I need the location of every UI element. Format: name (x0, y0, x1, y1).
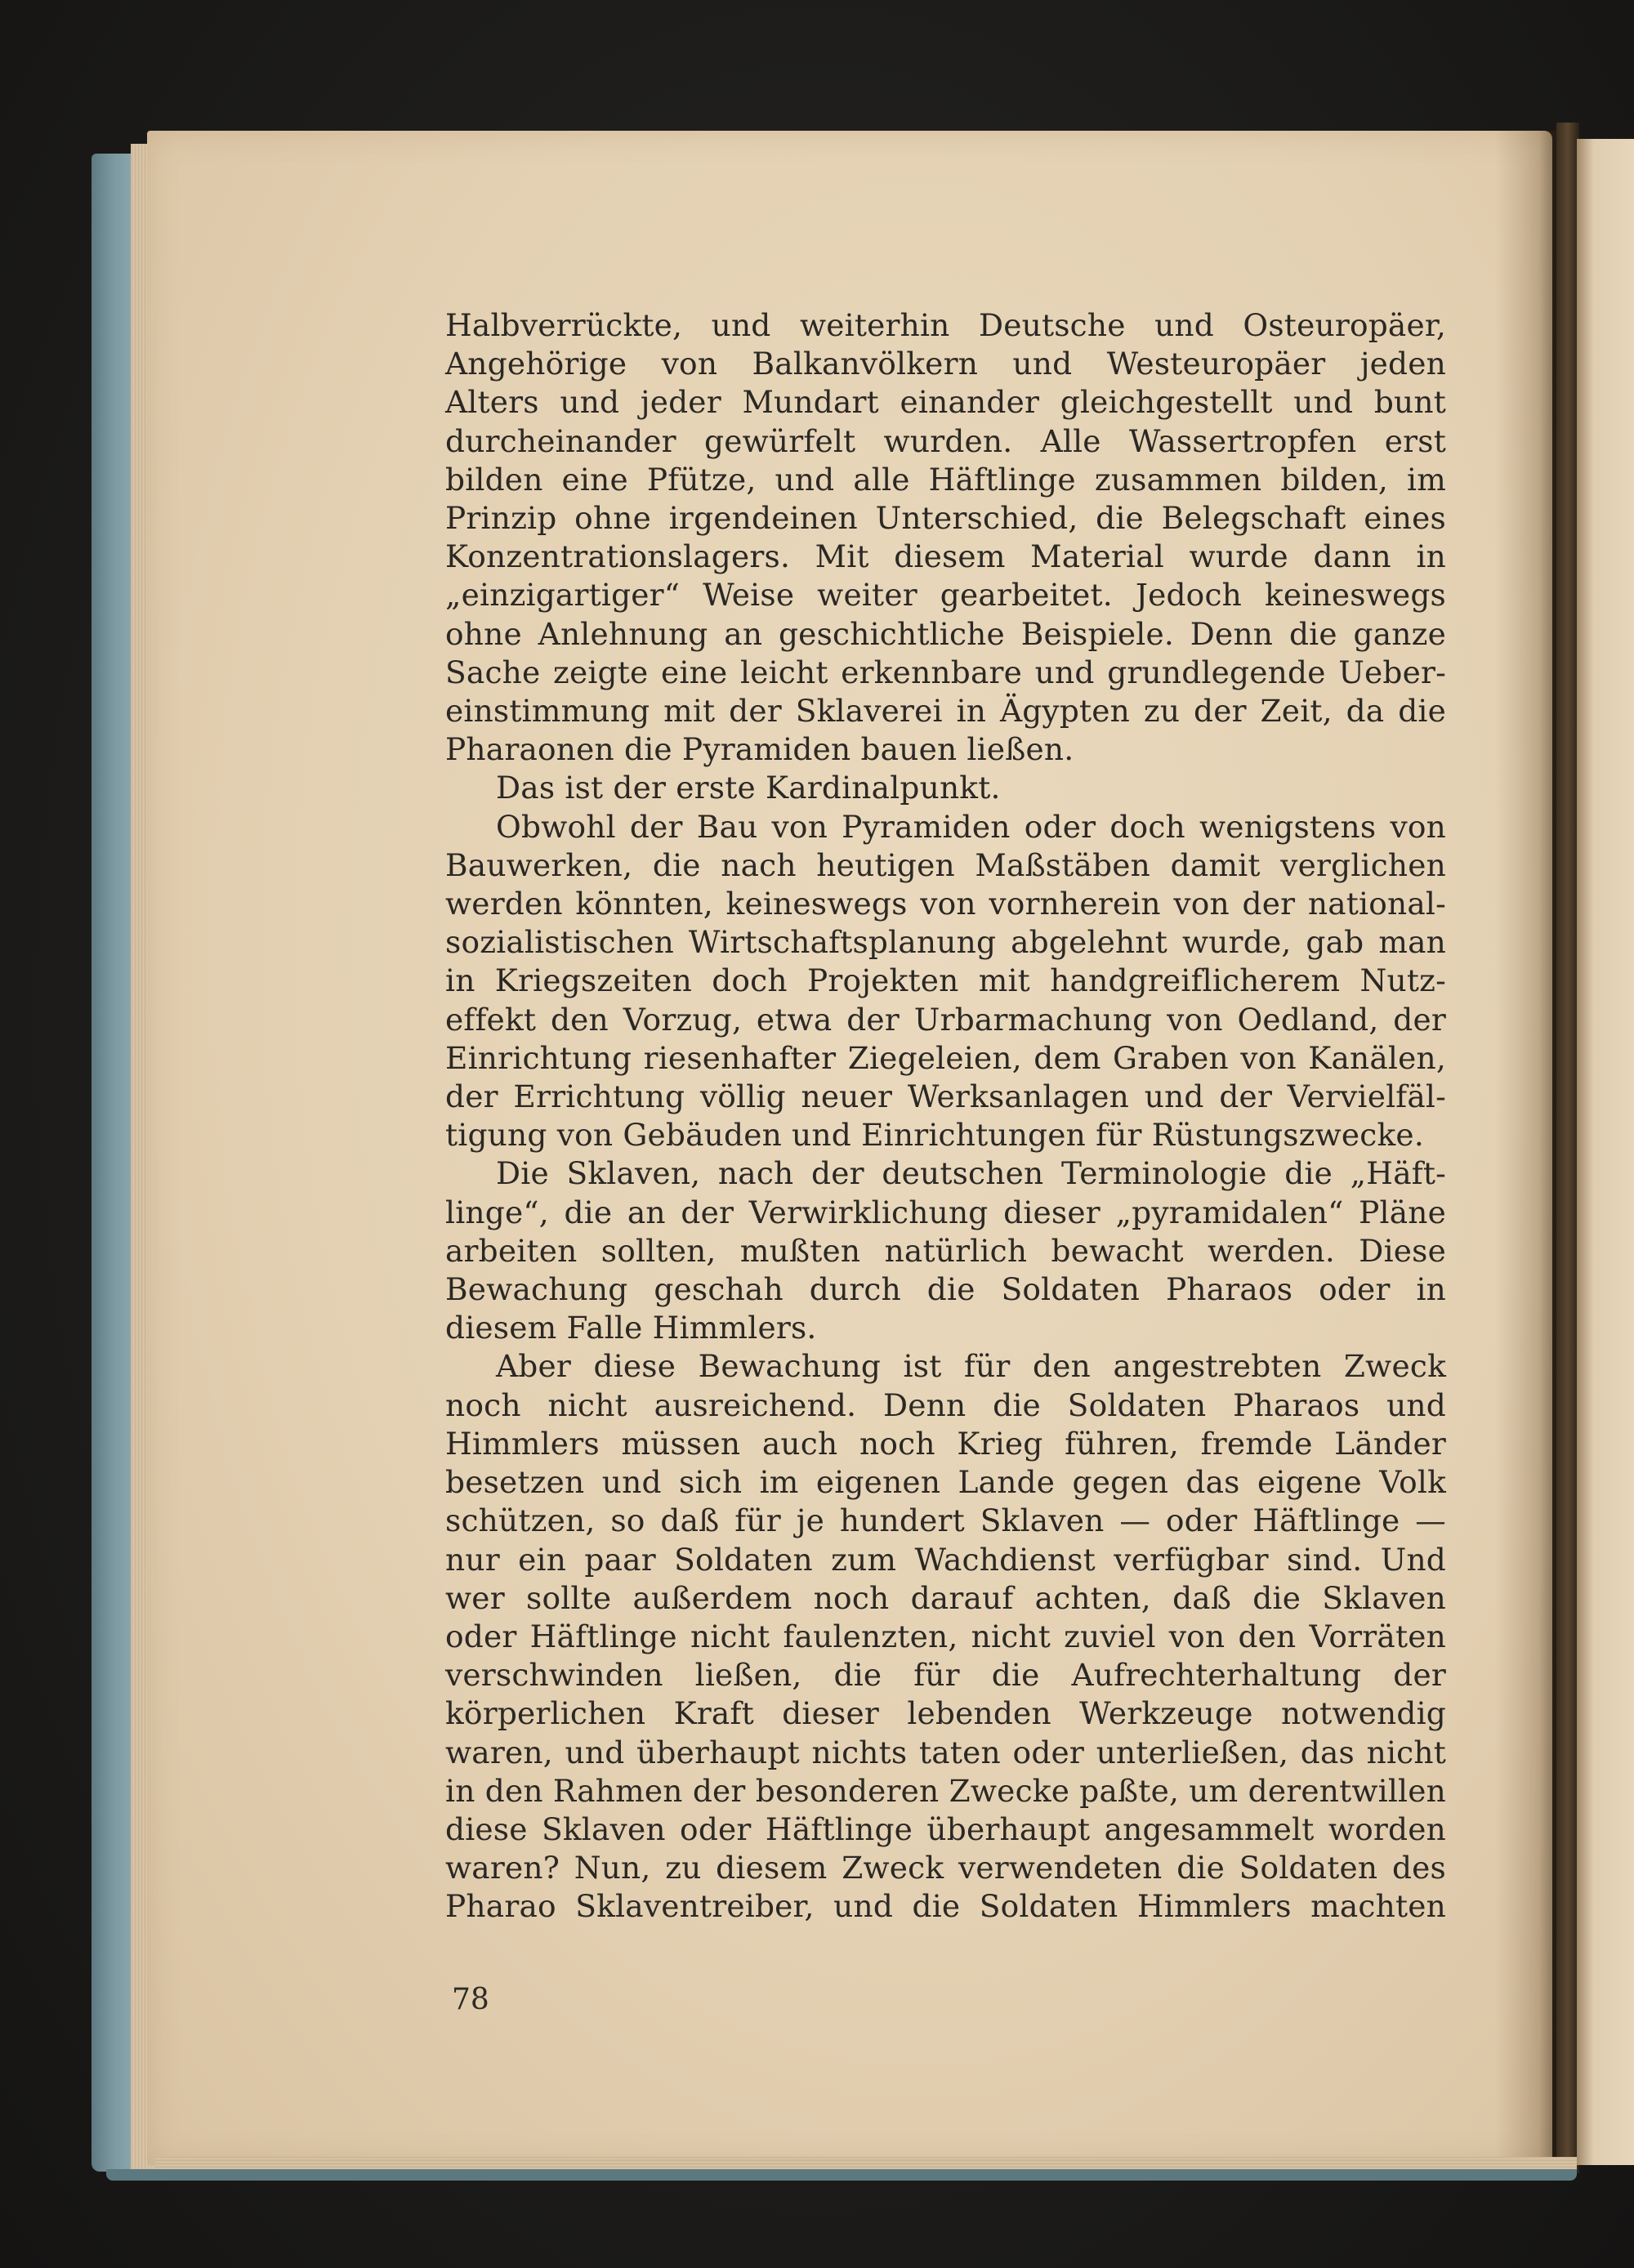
text-line: tigung von Gebäuden und Einrichtungen für Rüstungszwecke. (445, 1117, 1424, 1154)
text-line: Pharaonen die Pyramiden bauen ließen. (445, 731, 1074, 768)
text-line: Aber diese Bewachung ist für den angestrebten Zweck (496, 1348, 1446, 1385)
text-line: linge“, die an der Verwirklichung dieser „pyramidalen“ Pläne (445, 1194, 1446, 1230)
text-line: waren? Nun, zu diesem Zweck verwendeten die Soldaten des (445, 1850, 1446, 1886)
text-line: noch nicht ausreichend. Denn die Soldaten Pharaos und (445, 1386, 1446, 1423)
text-line: der Errichtung völlig neuer Werksanlagen und der Vervielfäl- (445, 1078, 1446, 1115)
text-line: Halbverrückte, und weiterhin Deutsche und Osteuropäer, (445, 307, 1446, 343)
text-line: Die Sklaven, nach der deutschen Terminologie die „Häft- (496, 1155, 1446, 1192)
paragraph (445, 306, 1446, 769)
text-line: Himmlers müssen auch noch Krieg führen, fremde Länder (445, 1425, 1446, 1462)
text-line: in Kriegszeiten doch Projekten mit handgreiflicherem Nutz- (445, 962, 1446, 999)
text-line: sozialistischen Wirtschaftsplanung abgelehnt wurde, gab man (445, 924, 1446, 961)
book-cover-bottom (106, 2169, 1577, 2181)
text-line: Bewachung geschah durch die Soldaten Pharaos oder in (445, 1271, 1446, 1308)
text-line: „einzigartiger“ Weise weiter gearbeitet. Jedoch keineswegs (445, 577, 1446, 614)
page-number: 78 (452, 1983, 489, 2016)
text-line: Pharao Sklaventreiber, und die Soldaten Himmlers machten (445, 1888, 1446, 1925)
text-line: Alters und jeder Mundart einander gleichgestellt und bunt (445, 384, 1446, 421)
text-line: Prinzip ohne irgendeinen Unterschied, die Belegschaft eines (445, 500, 1446, 537)
text-line: wer sollte außerdem noch darauf achten, daß die Sklaven (445, 1579, 1446, 1616)
text-line: schützen, so daß für je hundert Sklaven — oder Häftlinge — (445, 1502, 1446, 1539)
paragraph (445, 769, 1446, 807)
text-line: verschwinden ließen, die für die Aufrechterhaltung der (445, 1657, 1446, 1694)
text-line: Angehörige von Balkanvölkern und Westeuropäer jeden (445, 346, 1446, 382)
text-line: ohne Anlehnung an geschichtliche Beispiele. Denn die ganze (445, 615, 1446, 652)
paragraph (445, 1154, 1446, 1347)
text-line: einstimmung mit der Sklaverei in Ägypten zu der Zeit, da die (445, 693, 1446, 730)
book-spine (1556, 123, 1579, 2173)
text-line: Sache zeigte eine leicht erkennbare und grundlegende Ueber- (445, 654, 1446, 690)
body-text (445, 306, 1446, 1926)
text-line: werden könnten, keineswegs von vornherein von der national- (445, 886, 1446, 922)
text-line: arbeiten sollten, mußten natürlich bewacht werden. Diese (445, 1232, 1446, 1269)
text-line: bilden eine Pfütze, und alle Häftlinge zusammen bilden, im (445, 461, 1446, 498)
paragraph (445, 808, 1446, 1155)
text-line: besetzen und sich im eigenen Lande gegen das eigene Volk (445, 1464, 1446, 1501)
text-line: Konzentrationslagers. Mit diesem Material wurde dann in (445, 538, 1446, 575)
text-line: Bauwerken, die nach heutigen Maßstäben damit verglichen (445, 846, 1446, 883)
text-line: Das ist der erste Kardinalpunkt. (496, 770, 1001, 806)
text-line: in den Rahmen der besonderen Zwecke paßte, um derentwillen (445, 1772, 1446, 1809)
text-line: diese Sklaven oder Häftlinge überhaupt angesammelt worden (445, 1810, 1446, 1847)
next-page-edge (1577, 139, 1634, 2165)
text-line: Einrichtung riesenhafter Ziegeleien, dem Graben von Kanälen, (445, 1039, 1446, 1076)
paragraph (445, 1347, 1446, 1926)
text-line: durcheinander gewürfelt wurden. Alle Wassertropfen erst (445, 422, 1446, 459)
text-line: oder Häftlinge nicht faulenzten, nicht zuviel von den Vorräten (445, 1618, 1446, 1654)
text-line: diesem Falle Himmlers. (445, 1310, 817, 1346)
text-line: körperlichen Kraft dieser lebenden Werkzeuge notwendig (445, 1695, 1446, 1732)
text-line: nur ein paar Soldaten zum Wachdienst verfügbar sind. Und (445, 1541, 1446, 1578)
text-line: Obwohl der Bau von Pyramiden oder doch wenigstens von (496, 808, 1446, 845)
text-line: waren, und überhaupt nichts taten oder unterließen, das nicht (445, 1734, 1446, 1770)
text-line: effekt den Vorzug, etwa der Urbarmachung von Oedland, der (445, 1001, 1446, 1038)
